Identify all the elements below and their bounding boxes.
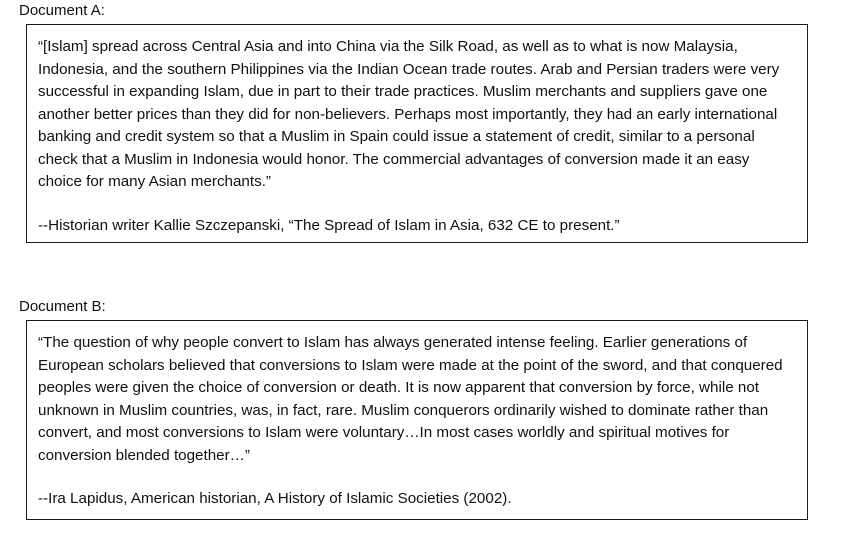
document-b-citation: --Ira Lapidus, American historian, A History of Islamic Societies (2002).: [38, 490, 512, 507]
document-b-quote: “The question of why people convert to Islam has always generated intense feeling. Earlier generations of European scholars believed that conversions to Islam were made at the point of the sword, and that conquered peoples were given the choice of conversion or death. It is now apparent that conversion by force, while not unknown in Muslim countries, was, in fact, rare. Muslim conquerors ordinarily wished to dominate rather than convert, and most conversions to Islam were voluntary…In most cases worldly and spiritual motives for conversion blended together…”: [38, 334, 783, 464]
document-a-box: [26, 24, 808, 243]
document-a-citation: --Historian writer Kallie Szczepanski, “The Spread of Islam in Asia, 632 CE to present.”: [38, 216, 620, 234]
document-b-label: Document B:: [19, 298, 106, 315]
document-a-label: Document A:: [19, 2, 105, 19]
document-a-quote: “[Islam] spread across Central Asia and into China via the Silk Road, as well as to what is now Malaysia, Indonesia, and the southern Philippines via the Indian Ocean trade routes. Arab and Persian traders were very successful in expanding Islam, due in part to their trade practices. Muslim merchants and suppliers gave one another better prices than they did for non-believers. Perhaps most importantly, they had an early international banking and credit system so that a Muslim in Spain could issue a statement of credit, similar to a personal check that a Muslim in Indonesia would honor. The commercial advantages of conversion made it an easy choice for many Asian merchants.”: [38, 38, 780, 190]
document-b-box: [26, 320, 808, 520]
